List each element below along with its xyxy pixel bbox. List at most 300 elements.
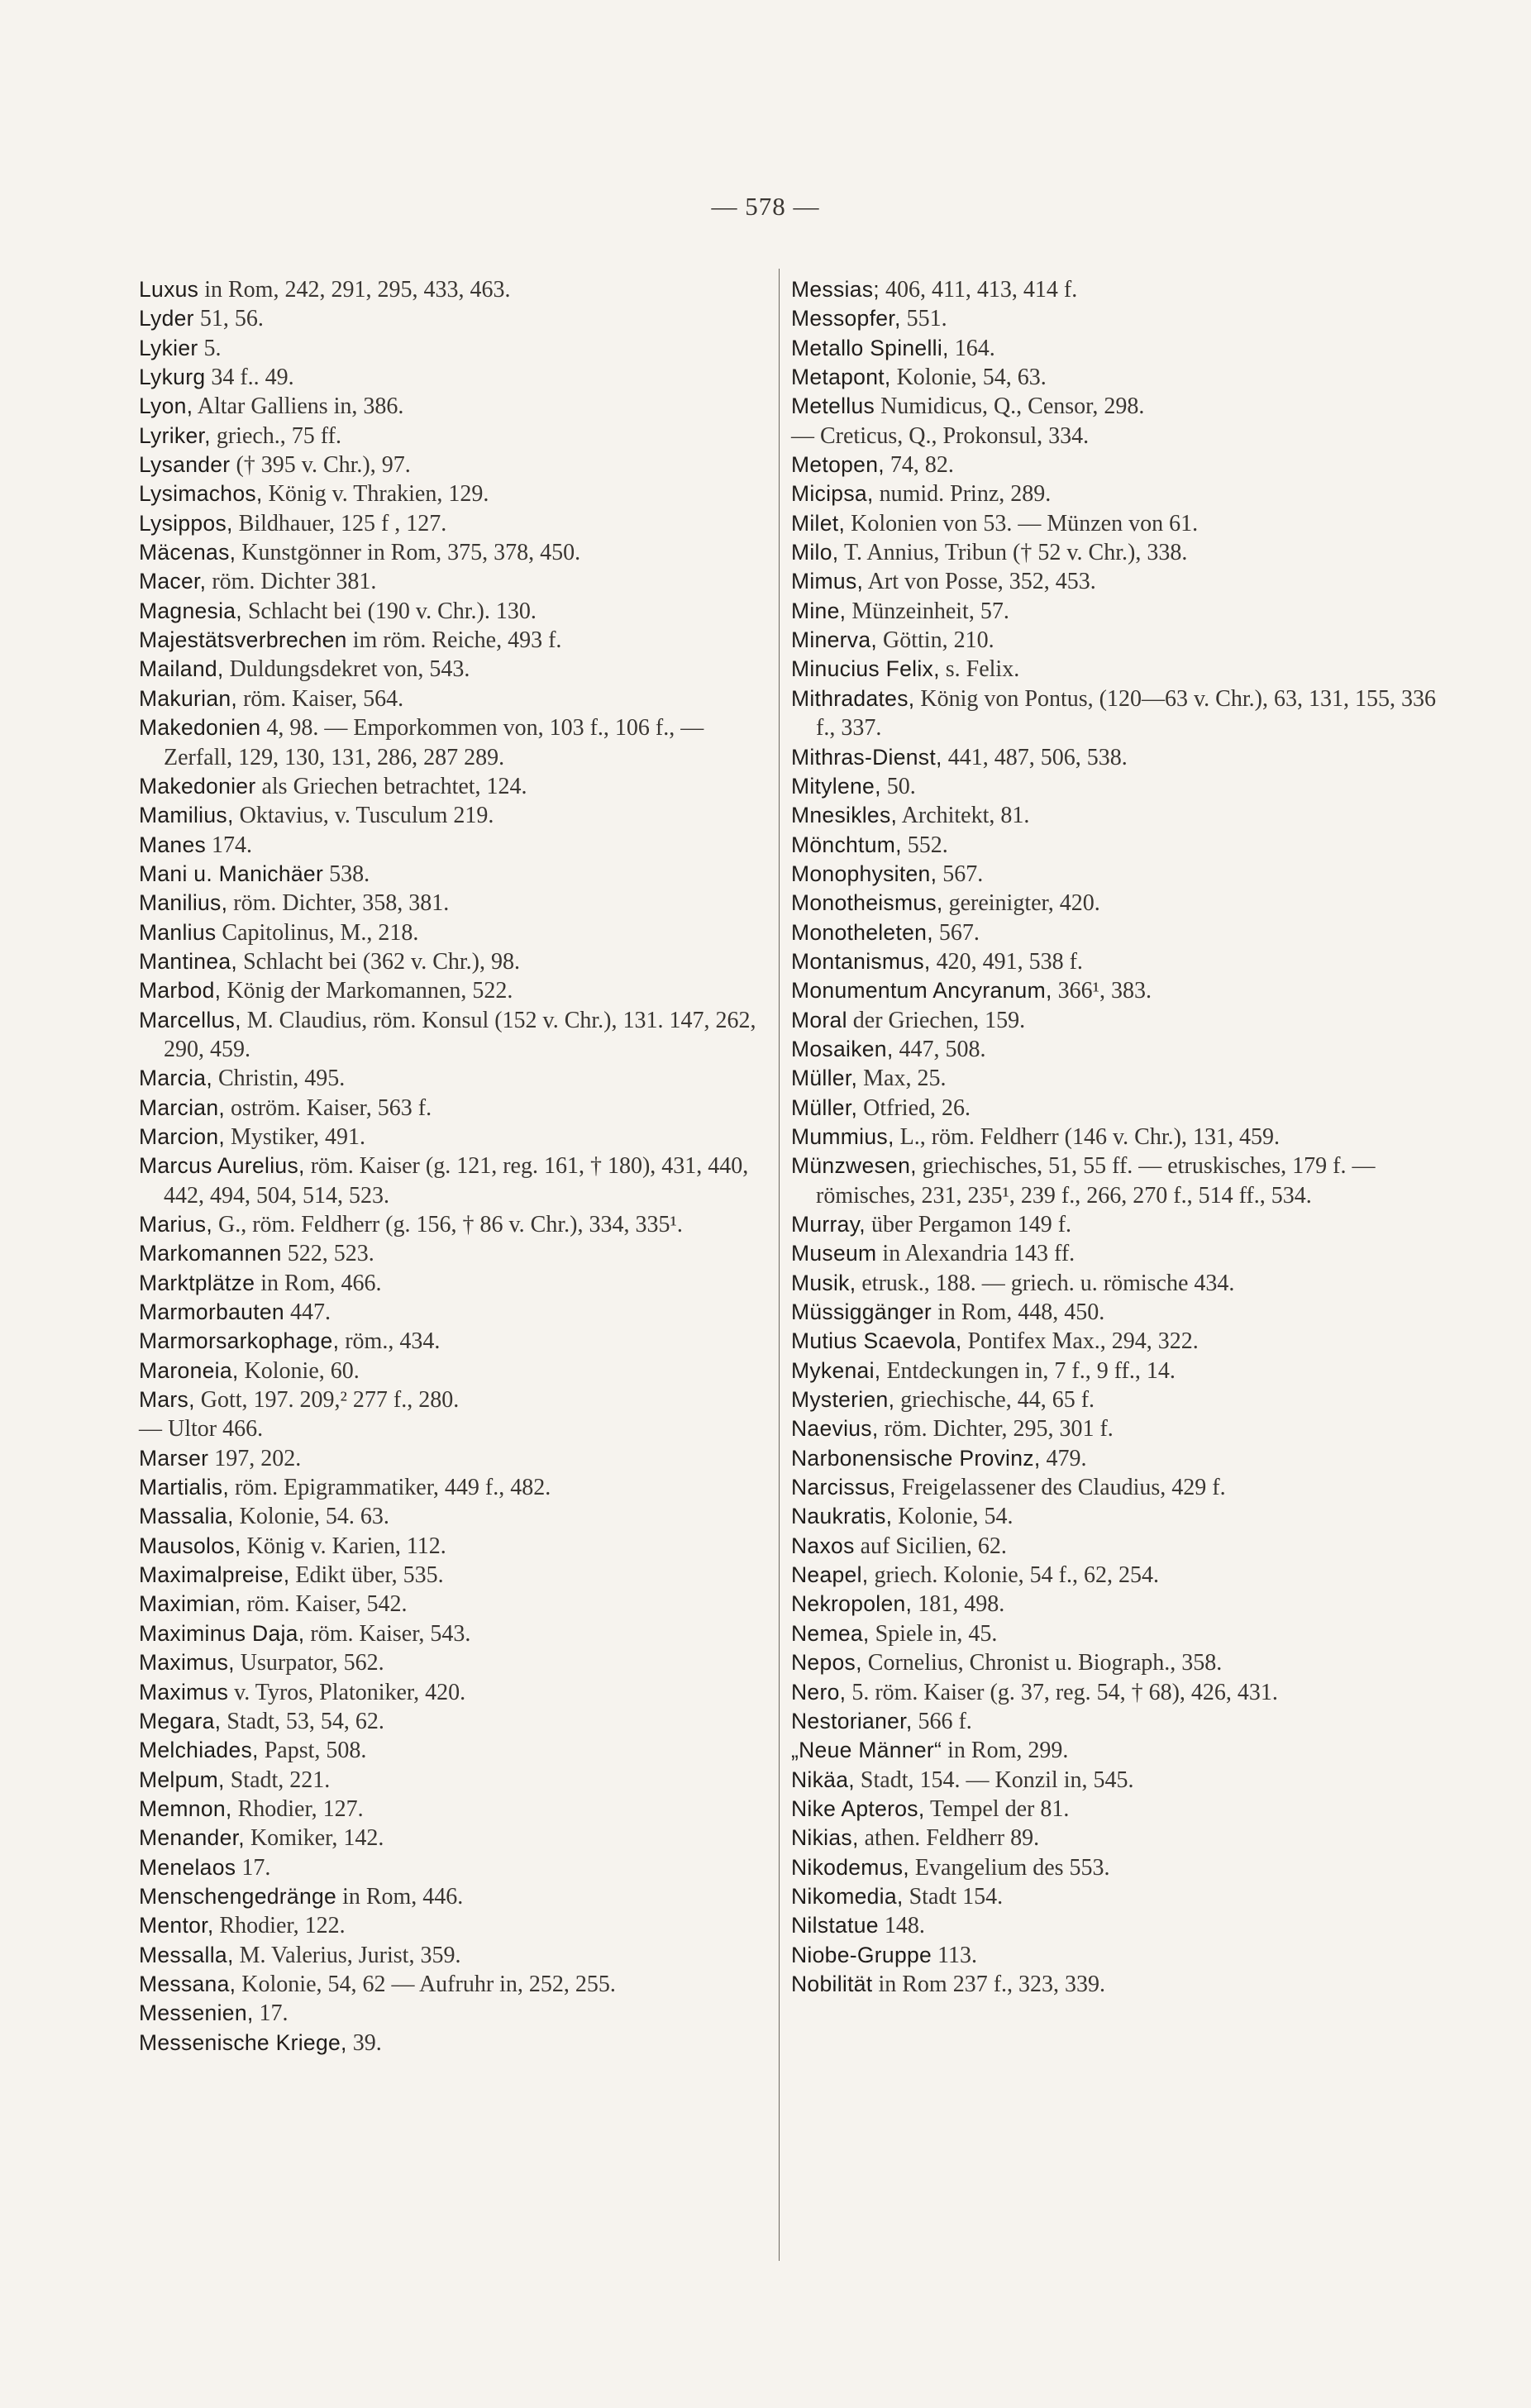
index-column-left [139,275,769,2058]
index-entry-references: 366¹, 383. [1052,978,1152,1004]
index-entry [791,1064,1444,1093]
index-entry [791,1444,1444,1473]
index-entry-headword: Müssiggänger [791,1299,932,1325]
index-entry-headword: Nero, [791,1679,847,1705]
index-entry-headword: Narbonensische Provinz, [791,1445,1041,1471]
index-entry-headword: Müller, [791,1066,858,1091]
index-entry-headword: Münzwesen, [791,1153,917,1179]
index-entry-references: Bildhauer, 125 f , 127. [232,510,447,536]
index-entry [139,1357,769,1385]
index-entry [139,801,769,830]
index-entry [791,275,1444,304]
index-entry-headword: Nikomedia, [791,1883,904,1909]
index-entry-references: M. Claudius, röm. Konsul (152 v. Chr.), 131. 147, 262, 290, 459. [164,1007,762,1062]
index-entry-headword: Messenien, [139,2000,254,2026]
index-entry-references: Evangelium des 553. [909,1854,1110,1881]
index-entry [139,655,769,684]
index-entry-references: 552. [901,832,948,858]
index-entry [139,597,769,626]
index-entry [791,1619,1444,1648]
index-entry-headword: Manlius [139,919,217,945]
index-entry-references: König von Pontus, (120—63 v. Chr.), 63, 131, 155, 336 f., 337. [816,685,1442,741]
index-entry-references: 34 f.. 49. [205,365,294,391]
index-entry-headword: Marcion, [139,1123,226,1149]
index-entry-headword: Mars, [139,1387,195,1413]
index-entry [791,860,1444,889]
index-entry [139,1006,769,1065]
index-entry-references: L., röm. Feldherr (146 v. Chr.), 131, 459. [894,1123,1280,1150]
index-entry-references: der Griechen, 159. [847,1007,1026,1033]
index-entry [791,1239,1444,1268]
index-entry-headword: Menelaos [139,1854,236,1880]
index-entry [139,1911,769,1940]
index-entry [791,626,1444,655]
index-entry [139,1239,769,1268]
index-entry-references: Spiele in, 45. [869,1620,998,1647]
index-entry-references: röm. Epigrammatiker, 449 f., 482. [229,1475,551,1501]
index-entry-headword: Maximalpreise, [139,1562,290,1588]
index-entry-headword: Nikias, [791,1825,859,1851]
index-entry-references: G., röm. Feldherr (g. 156, † 86 v. Chr.), 334, 335¹. [212,1212,683,1237]
index-entry-headword: Lykurg [139,365,206,390]
index-entry [791,655,1444,684]
index-entry [791,1678,1444,1707]
index-entry [139,1707,769,1736]
index-entry-headword: Monumentum Ancyranum, [791,978,1052,1004]
index-entry-references: 479. [1040,1445,1087,1471]
index-entry-headword: Niobe-Gruppe [791,1942,932,1967]
index-entry [791,1298,1444,1327]
index-entry-headword: Marcellus, [139,1007,241,1032]
index-entry-references: 447, 508. [893,1036,986,1062]
index-entry-references: im röm. Reiche, 493 f. [346,627,562,654]
index-entry [139,1385,769,1414]
index-entry-references: 447. [284,1299,331,1326]
index-entry [139,831,769,860]
index-entry [139,1094,769,1123]
index-entry-headword: Monotheismus, [791,890,943,916]
index-entry-headword: Manes [139,832,207,857]
index-entry [139,947,769,976]
index-entry [139,509,769,538]
index-entry-references: 181, 498. [912,1591,1005,1618]
index-entry-headword: Messalla, [139,1942,234,1967]
index-entry-references: Otfried, 26. [857,1094,971,1121]
index-entry [139,1473,769,1502]
index-entry-headword: Marius, [139,1212,212,1237]
index-entry-references: 567. [937,861,984,887]
index-entry-references: Mystiker, 491. [225,1123,365,1150]
index-entry [791,1970,1444,1999]
index-entry-headword: Metellus [791,393,875,419]
index-entry-headword: Messias; [791,277,880,302]
index-entry [139,1561,769,1590]
index-entry [791,1502,1444,1531]
index-entry [791,1853,1444,1882]
index-entry [139,363,769,392]
index-entry [791,801,1444,830]
index-entry [139,976,769,1005]
index-entry-headword: Messopfer, [791,306,901,331]
index-entry-references: 113. [932,1942,978,1968]
index-entry-headword: Martialis, [139,1475,230,1500]
index-entry-references: Altar Galliens in, 386. [193,393,404,420]
index-entry-headword: Metopen, [791,452,885,478]
index-entry [791,1473,1444,1502]
index-entry-references: Kolonie, 54. [892,1504,1014,1530]
index-entry-headword: Musik, [791,1270,856,1295]
index-entry-references: Tempel der 81. [924,1795,1070,1822]
index-entry [139,1648,769,1677]
index-entry [139,1327,769,1356]
index-entry-references: 551. [900,306,947,332]
index-entry-headword: Lysippos, [139,510,233,536]
index-entry-headword: Minerva, [791,627,878,653]
index-entry-references: 406, 411, 413, 414 f. [879,277,1078,303]
index-entry [791,422,1444,451]
index-entry-headword: Milet, [791,510,846,536]
index-entry [139,1970,769,1999]
index-entry-references: griechisches, 51, 55 ff. — etruskisches, 179 f. — römisches, 231, 235¹, 239 f., 266, 270 f., 514 ff., 534. [816,1153,1381,1209]
index-entry-headword: Lyon, [139,393,193,419]
index-entry-headword: Mithradates, [791,685,915,711]
index-entry [791,976,1444,1005]
index-entry-references: — Ultor 466. [139,1416,264,1442]
index-entry-headword: Naevius, [791,1416,879,1442]
index-entry-headword: Mantinea, [139,948,238,974]
index-entry-headword: Megara, [139,1708,222,1733]
index-entry [139,1736,769,1765]
index-entry-references: gereinigter, 420. [942,890,1100,917]
index-entry-headword: Marcia, [139,1066,212,1091]
index-entry [791,451,1444,479]
index-entry-headword: Mutius Scaevola, [791,1328,962,1354]
index-entry-references: († 395 v. Chr.), 97. [230,452,411,479]
index-entry-headword: Nikodemus, [791,1854,909,1880]
index-entry [791,509,1444,538]
index-entry-headword: Metapont, [791,365,891,390]
index-entry-references: in Rom, 446. [336,1883,464,1910]
index-entry-references: Max, 25. [857,1066,947,1092]
index-entry [139,1619,769,1648]
index-entry [791,1882,1444,1911]
index-entry-headword: Marmorsarkophage, [139,1328,340,1354]
index-entry [791,918,1444,947]
index-entry-references: Cornelius, Chronist u. Biograph., 358. [861,1650,1223,1676]
index-entry-headword: Mailand, [139,656,224,682]
index-entry-headword: Museum [791,1241,877,1266]
index-entry-references: 174. [206,832,253,858]
index-entry-headword: Magnesia, [139,598,242,623]
index-entry [791,597,1444,626]
index-entry-headword: Mykenai, [791,1357,881,1383]
index-entry [139,1123,769,1152]
index-entry-headword: Milo, [791,540,839,565]
index-entry [139,1853,769,1882]
index-entry-headword: Menschengedränge [139,1883,337,1909]
index-entry [791,1035,1444,1064]
index-entry [791,1385,1444,1414]
index-entry-headword: Moral [791,1007,847,1032]
index-entry-headword: Montanismus, [791,948,931,974]
index-entry [139,918,769,947]
index-entry [139,889,769,918]
index-entry-references: Stadt, 221. [224,1767,331,1793]
index-entry-references: 4, 98. — Emporkommen von, 103 f., 106 f., — Zerfall, 129, 130, 131, 286, 287 289. [164,715,710,770]
index-entry-headword: Metallo Spinelli, [791,335,949,360]
index-entry-references: Usurpator, 562. [234,1650,384,1676]
index-entry [791,334,1444,363]
index-entry-references: — Creticus, Q., Prokonsul, 334. [791,422,1090,449]
index-entry [139,1999,769,2028]
index-entry [791,1736,1444,1765]
index-entry-headword: „Neue Männer“ [791,1738,942,1763]
index-entry-references: Gott, 197. 209,² 277 f., 280. [194,1387,460,1414]
index-entry-headword: Mani u. Manichäer [139,861,324,886]
index-entry [791,1269,1444,1298]
index-entry-references: Edikt über, 535. [289,1562,444,1589]
index-entry-references: Komiker, 142. [244,1825,384,1852]
index-entry [139,1152,769,1210]
index-entry [791,1006,1444,1035]
index-entry-headword: Mimus, [791,569,864,594]
index-entry-references: röm., 434. [339,1328,441,1355]
index-entry [791,1766,1444,1795]
index-entry-headword: Manilius, [139,890,228,916]
index-entry [139,1414,769,1443]
index-entry-headword: Nekropolen, [791,1591,913,1617]
index-entry-references: 50. [880,773,916,799]
index-entry [139,860,769,889]
index-entry-references: auf Sicilien, 62. [854,1533,1007,1559]
index-entry-headword: Menander, [139,1825,245,1851]
index-entry-headword: Maroneia, [139,1357,239,1383]
index-entry-references: röm. Dichter, 295, 301 f. [878,1416,1114,1442]
index-entry [139,772,769,801]
index-entry [139,479,769,508]
index-entry [791,889,1444,918]
index-entry [791,1327,1444,1356]
index-entry-headword: Marbod, [139,978,222,1004]
index-entry-references: Entdeckungen in, 7 f., 9 ff., 14. [880,1357,1176,1384]
index-entry-headword: Mausolos, [139,1533,241,1558]
index-entry-headword: Maximinus Daja, [139,1620,305,1646]
index-entry-references: numid. Prinz, 289. [873,481,1052,508]
index-entry-references: Duldungsdekret von, 543. [223,656,470,683]
index-entry-references: 17. [236,1854,271,1881]
index-entry [139,1064,769,1093]
index-entry [139,2029,769,2058]
index-entry-references: athen. Feldherr 89. [858,1825,1040,1852]
index-entry-headword: Makedonier [139,773,256,799]
index-entry-headword: Minucius Felix, [791,656,940,682]
index-entry-references: Rhodier, 127. [231,1795,364,1822]
index-entry-headword: Maximus [139,1679,229,1705]
index-entry-references: Stadt, 53, 54, 62. [221,1708,384,1734]
index-entry-headword: Mummius, [791,1123,894,1149]
index-entry [791,1357,1444,1385]
index-entry-references: 567. [932,919,980,946]
index-entry-references: etrusk., 188. — griech. u. römische 434. [856,1270,1235,1296]
index-entry [139,304,769,333]
index-entry-references: Capitolinus, M., 218. [216,919,419,946]
index-entry [139,1532,769,1561]
index-entry-references: 538. [323,861,370,887]
index-entry-references: in Alexandria 143 ff. [876,1241,1076,1267]
index-entry-headword: Marser [139,1445,209,1471]
index-entry-references: Numidicus, Q., Censor, 298. [875,393,1145,420]
index-entry-headword: Makedonien [139,715,261,741]
index-entry [791,1210,1444,1239]
page-number: — 578 — [711,192,820,221]
index-entry [139,1795,769,1824]
index-entry-references: 74, 82. [884,452,954,479]
column-divider [779,269,780,2261]
index-entry-references: Oktavius, v. Tusculum 219. [233,803,494,829]
index-entry [139,1824,769,1852]
index-entry-references: 148. [878,1913,925,1939]
index-entry-references: Kolonien von 53. — Münzen von 61. [845,510,1199,536]
index-entry [791,1123,1444,1152]
index-entry-references: Kolonie, 54, 63. [890,365,1047,391]
index-entry-references: Art von Posse, 352, 453. [863,569,1096,595]
index-entry-references: Stadt, 154. — Konzil in, 545. [854,1767,1134,1793]
index-entry-headword: Mnesikles, [791,803,898,828]
index-entry-headword: Messenische Kriege, [139,2029,347,2055]
index-entry-references: v. Tyros, Platoniker, 420. [228,1679,466,1705]
index-entry-references: König der Markomannen, 522. [221,978,513,1004]
index-entry-headword: Narcissus, [791,1475,896,1500]
index-entry [791,743,1444,772]
index-entry [791,1648,1444,1677]
index-entry [791,1532,1444,1561]
index-entry-headword: Melpum, [139,1767,225,1792]
index-entry-references: in Rom, 448, 450. [932,1299,1105,1326]
index-entry-references: Papst, 508. [258,1738,367,1764]
index-entry-references: 197, 202. [208,1445,302,1471]
index-entry-references: über Pergamon 149 f. [865,1212,1072,1237]
index-entry-headword: Mentor, [139,1913,214,1938]
index-entry-references: in Rom, 299. [942,1738,1069,1764]
index-entry-headword: Nemea, [791,1620,870,1646]
index-entry-references: 39. [346,2029,382,2056]
index-entry-headword: Melchiades, [139,1738,259,1763]
index-entry-headword: Monotheleten, [791,919,933,945]
index-entry-headword: Mosaiken, [791,1036,894,1061]
index-entry-headword: Nikäa, [791,1767,855,1792]
index-entry [791,772,1444,801]
index-entry [791,1590,1444,1619]
index-entry-references: 51, 56. [193,306,264,332]
index-entry-references: röm. Kaiser, 543. [304,1620,471,1647]
index-entry-headword: Nobilität [791,1971,873,1996]
index-entry-headword: Lysimachos, [139,481,263,507]
index-entry-references: Pontifex Max., 294, 322. [961,1328,1199,1355]
index-entry [139,275,769,304]
index-entry [791,392,1444,421]
index-entry [791,1795,1444,1824]
index-entry-references: Schlacht bei (190 v. Chr.). 130. [241,598,537,624]
index-entry-headword: Micipsa, [791,481,874,507]
index-entry-references: König v. Thrakien, 129. [262,481,489,508]
index-entry [139,1941,769,1970]
index-entry-references: Göttin, 210. [877,627,994,654]
index-entry-references: griech. Kolonie, 54 f., 62, 254. [868,1562,1159,1589]
index-entry-headword: Naukratis, [791,1504,893,1529]
index-entry-references: 5. [198,335,222,361]
index-entry-references: 420, 491, 538 f. [930,948,1083,975]
index-entry-references: in Rom 237 f., 323, 339. [872,1971,1106,1997]
index-entry [139,422,769,451]
index-entry [139,1210,769,1239]
index-entry-headword: Majestätsverbrechen [139,627,347,653]
index-entry-references: 441, 487, 506, 538. [942,744,1128,770]
index-entry-headword: Massalia, [139,1504,234,1529]
index-entry-references: röm. Kaiser, 564. [237,685,404,712]
index-entry [791,1561,1444,1590]
index-entry [791,304,1444,333]
index-entry-references: Kolonie, 60. [238,1357,360,1384]
index-entry-references: röm. Kaiser, 542. [241,1591,408,1618]
index-entry [139,684,769,713]
index-entry-headword: Makurian, [139,685,238,711]
index-entry-headword: Mitylene, [791,773,881,799]
index-entry-headword: Nepos, [791,1650,862,1676]
index-entry [791,684,1444,743]
index-entry-headword: Murray, [791,1212,866,1237]
index-entry-references: Schlacht bei (362 v. Chr.), 98. [237,948,520,975]
index-entry-references: röm. Dichter, 358, 381. [227,890,450,917]
index-entry-headword: Marktplätze [139,1270,255,1295]
index-entry [139,626,769,655]
index-entry-headword: Mamilius, [139,803,234,828]
index-entry-headword: Marmorbauten [139,1299,284,1325]
index-entry-references: s. Felix. [939,656,1020,683]
index-entry-references: 566 f. [912,1708,972,1734]
index-entry [139,392,769,421]
index-entry-headword: Memnon, [139,1795,232,1821]
index-entry [791,831,1444,860]
index-entry-references: T. Annius, Tribun († 52 v. Chr.), 338. [838,540,1188,566]
index-entry [791,538,1444,567]
index-entry [139,1882,769,1911]
index-entry-headword: Nike Apteros, [791,1795,925,1821]
index-entry-headword: Lyriker, [139,422,211,448]
index-entry [139,451,769,479]
index-entry [139,1502,769,1531]
index-entry-headword: Maximus, [139,1650,235,1676]
index-entry [791,1707,1444,1736]
index-entry [139,334,769,363]
index-entry-references: 17. [253,2000,289,2027]
index-entry-headword: Messana, [139,1971,236,1996]
index-entry-headword: Naxos [791,1533,855,1558]
index-entry-references: Rhodier, 122. [213,1913,346,1939]
index-entry [139,1678,769,1707]
index-entry-references: König v. Karien, 112. [241,1533,446,1559]
index-entry-references: M. Valerius, Jurist, 359. [233,1942,461,1968]
index-entry-references: röm. Kaiser (g. 121, reg. 161, † 180), 431, 440, 442, 494, 504, 514, 523. [164,1153,755,1209]
index-entry-references: Christin, 495. [212,1066,346,1092]
index-entry-headword: Marcus Aurelius, [139,1153,305,1179]
index-entry-references: Kolonie, 54. 63. [233,1504,389,1530]
index-entry-headword: Marcian, [139,1094,226,1120]
index-entry-references: röm. Dichter 381. [206,569,377,595]
index-entry-headword: Mithras-Dienst, [791,744,942,770]
index-entry-headword: Mysterien, [791,1387,895,1413]
index-entry-headword: Maximian, [139,1591,241,1617]
index-entry-headword: Markomannen [139,1241,282,1266]
